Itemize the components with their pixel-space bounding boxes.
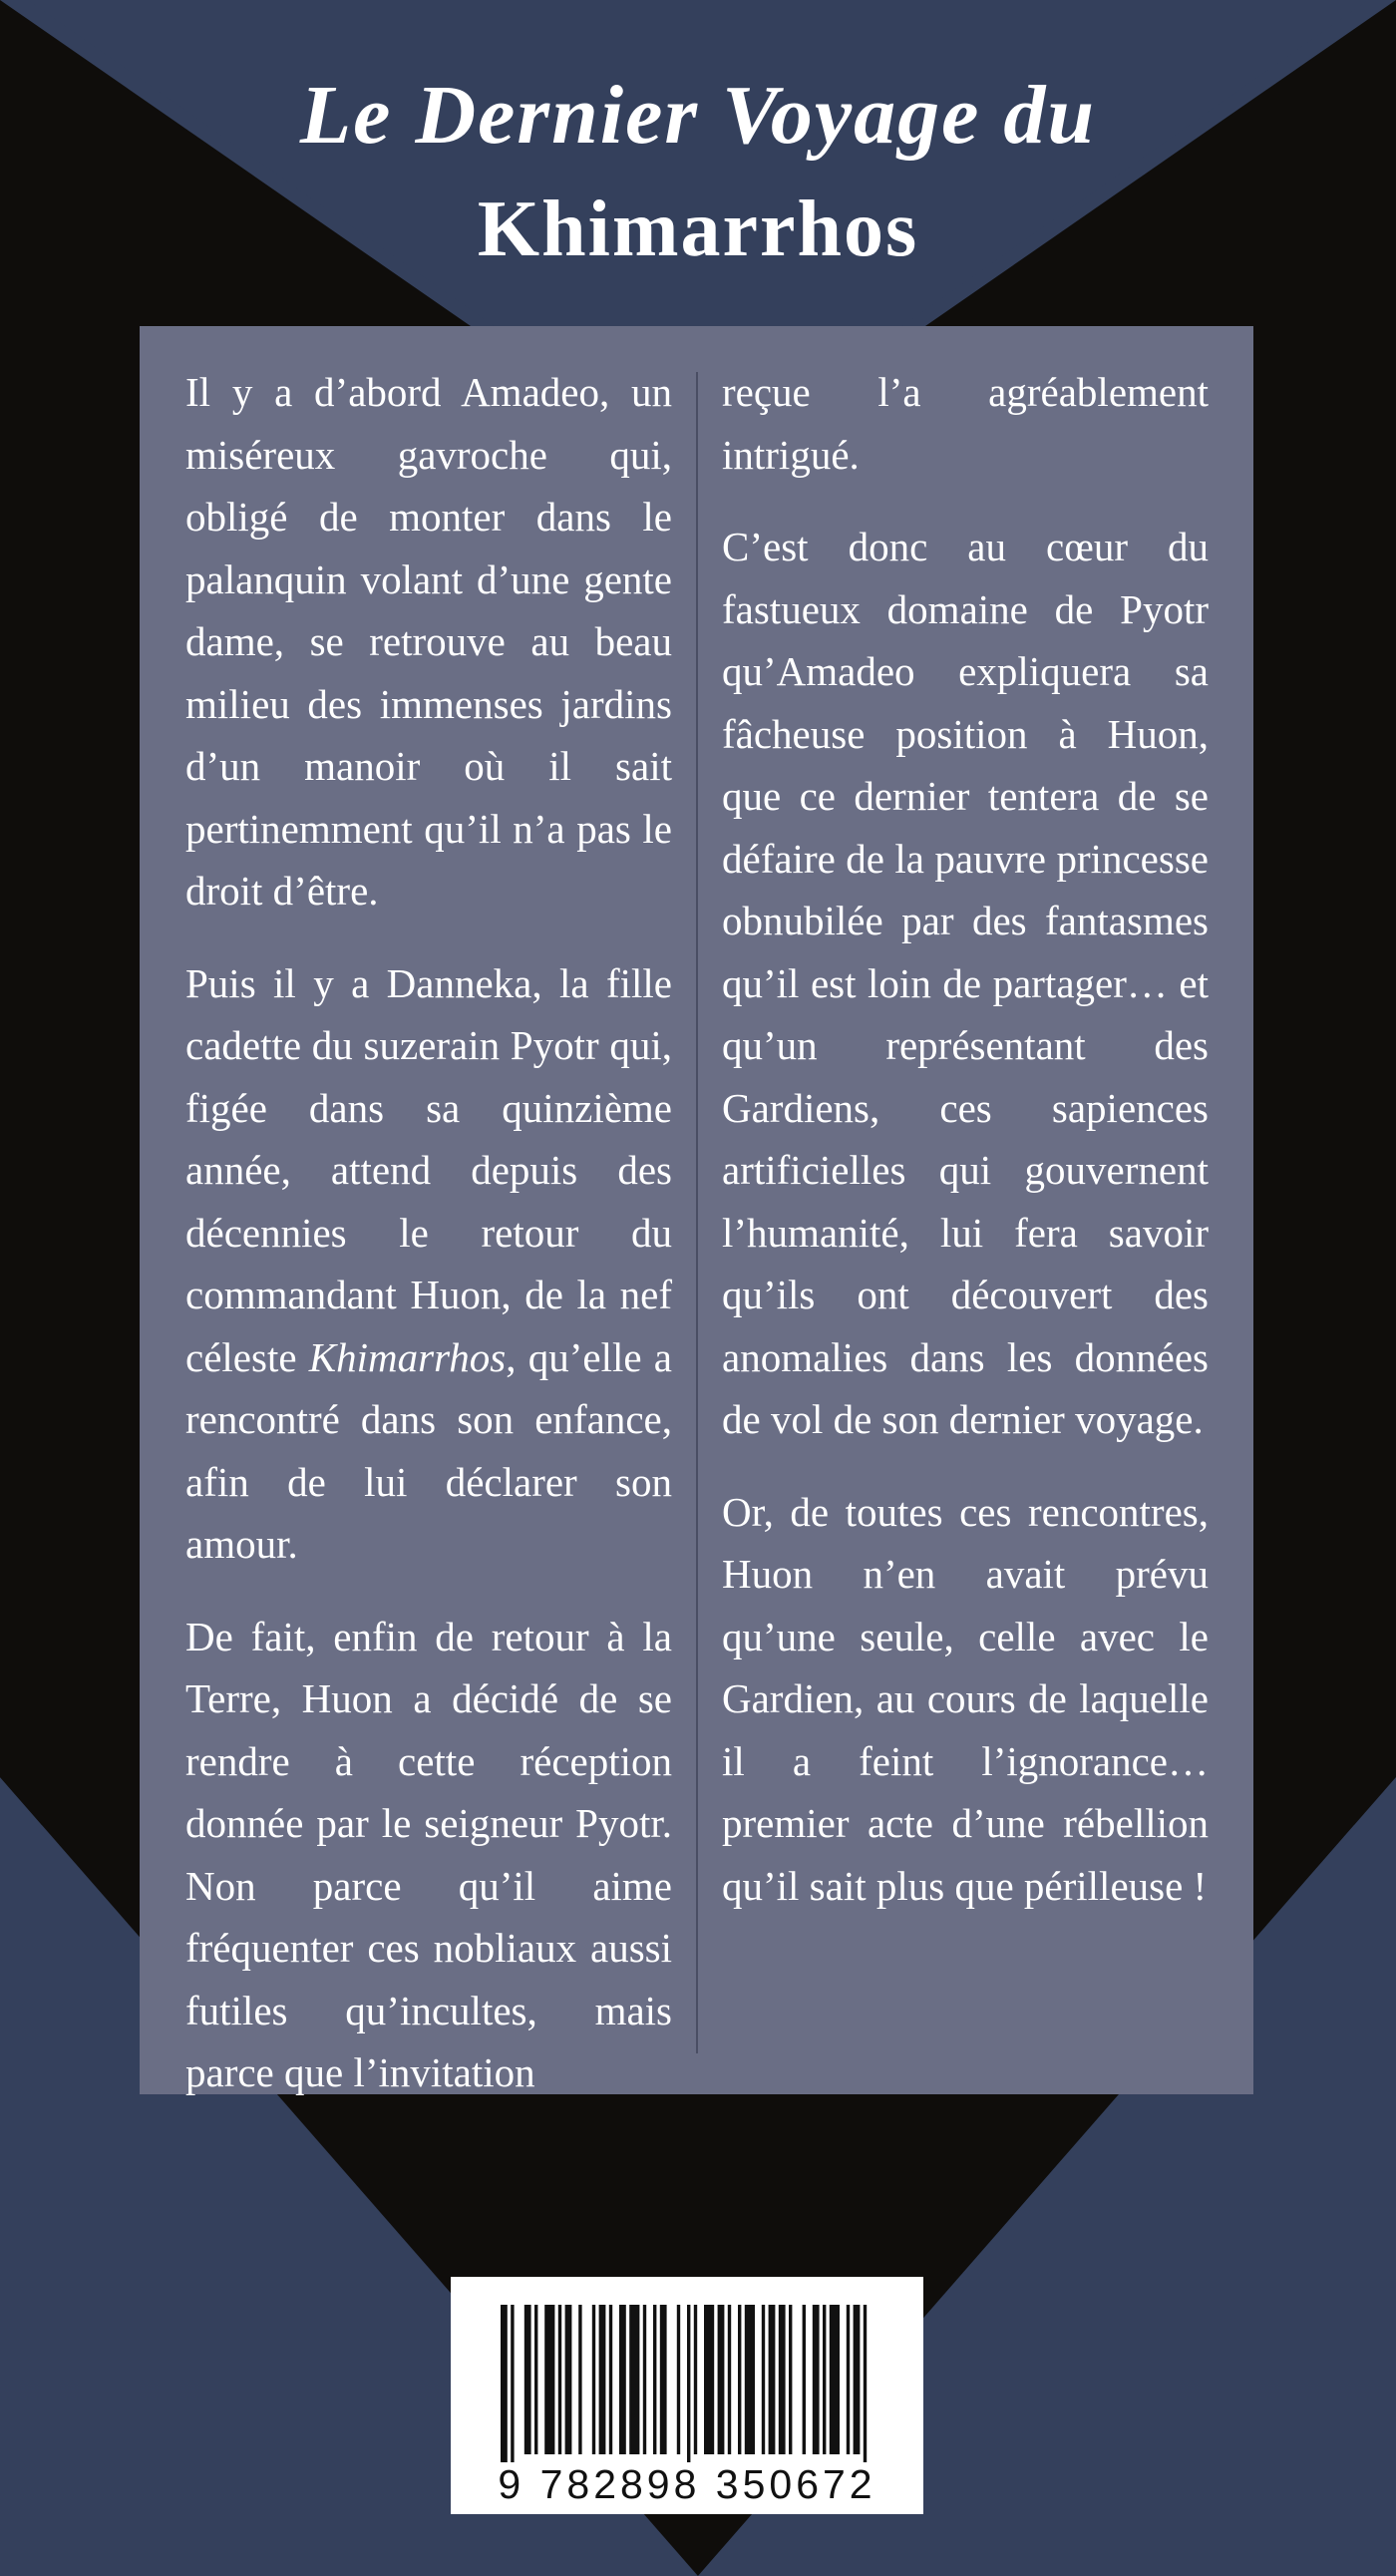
isbn-barcode — [451, 2277, 923, 2514]
book-title-line-2: Khimarrhos — [477, 185, 919, 273]
blurb-column-right — [722, 361, 1209, 1947]
blurb-paragraph: reçue l’a agréablement intrigué. — [722, 369, 1209, 478]
barcode-bar — [789, 2305, 792, 2454]
barcode-bar — [677, 2305, 680, 2454]
barcode-bar — [718, 2305, 725, 2454]
barcode-bars — [501, 2305, 873, 2462]
barcode-bar — [738, 2305, 741, 2454]
barcode-bar — [704, 2305, 714, 2454]
barcode-bar — [694, 2305, 697, 2454]
blurb-paragraph: C’est donc au cœur du fastueux domaine de Pyotr qu’Amadeo expliquera sa fâcheuse position à Huon, que ce dernier tentera de se défaire de la pauvre princesse obnubilée par des fantasmes qu’il est loin de partager… et qu’un représentant des Gardiens, ces sapiences artificielles qui gouvernent l’humanité, lui fera savoir qu’ils ont découvert des anomalies dans les données de vol de son dernier voyage. — [722, 524, 1209, 1442]
barcode-bar — [578, 2305, 581, 2454]
barcode-bar — [854, 2305, 861, 2454]
blurb-text: Puis il y a Danneka, la fille cadette du suzerain Pyotr qui, figée dans sa quinzième année, attend depuis des décennies le retour du commandant Huon, de la nef céleste — [185, 959, 672, 1380]
barcode-bar — [609, 2305, 612, 2454]
barcode-bar — [847, 2305, 850, 2454]
blurb-column-left — [185, 361, 672, 2134]
blurb-paragraph: Or, de toutes ces rencontres, Huon n’en avait prévu qu’une seule, celle avec le Gardien, au cours de laquelle il a feint l’ignorance… premier acte d’une rébellion qu’il sait plus que périlleuse ! — [722, 1488, 1209, 1909]
blurb-text: , qu’elle a rencontré dans son enfance, afin de lui déclarer son amour. — [185, 1333, 672, 1567]
barcode-bar — [501, 2305, 508, 2462]
barcode-bar — [558, 2305, 561, 2454]
ship-name: Khimarrhos — [308, 1333, 507, 1380]
blurb-paragraph: De fait, enfin de retour à la Terre, Huon a décidé de se rendre à cette réception donnée par le seigneur Pyotr. Non parce qu’il aime fréquenter ces nobliaux aussi futiles qu’incultes, mais parce que l’invitation — [185, 1613, 672, 2095]
barcode-bar — [511, 2305, 514, 2462]
barcode-bar — [803, 2305, 806, 2454]
barcode-bar — [660, 2305, 667, 2454]
barcode-bar — [728, 2305, 731, 2454]
barcode-bar — [830, 2305, 840, 2454]
barcode-bar — [779, 2305, 786, 2454]
barcode-bar — [813, 2305, 820, 2454]
blurb-paragraph — [185, 952, 672, 1576]
barcode-bar — [619, 2305, 626, 2454]
barcode-bar — [823, 2305, 826, 2454]
barcode-bar — [534, 2305, 537, 2454]
barcode-digits: 9 782898 350672 — [498, 2461, 876, 2507]
barcode-bar — [687, 2305, 690, 2462]
barcode-bar — [629, 2305, 639, 2454]
barcode-bar — [524, 2305, 531, 2454]
barcode-bar — [592, 2305, 595, 2454]
barcode-bar — [864, 2305, 867, 2462]
barcode-bar — [762, 2305, 765, 2454]
barcode-bar — [769, 2305, 776, 2454]
barcode-bar — [745, 2305, 755, 2454]
barcode-bar — [544, 2305, 554, 2454]
barcode-bar — [653, 2305, 656, 2454]
blurb-panel — [140, 326, 1253, 2094]
blurb-paragraph: Il y a d’abord Amadeo, un miséreux gavroche qui, obligé de monter dans le palanquin volant d’une gente dame, se retrouve au beau milieu des immenses jardins d’un manoir où il sait pertinemment qu’il n’a pas le droit d’être. — [185, 369, 672, 914]
barcode-bar — [599, 2305, 606, 2454]
barcode-bar — [643, 2305, 646, 2454]
barcode-bar — [565, 2305, 572, 2454]
book-title-line-1: Le Dernier Voyage du — [299, 69, 1097, 162]
column-divider — [696, 372, 698, 2053]
